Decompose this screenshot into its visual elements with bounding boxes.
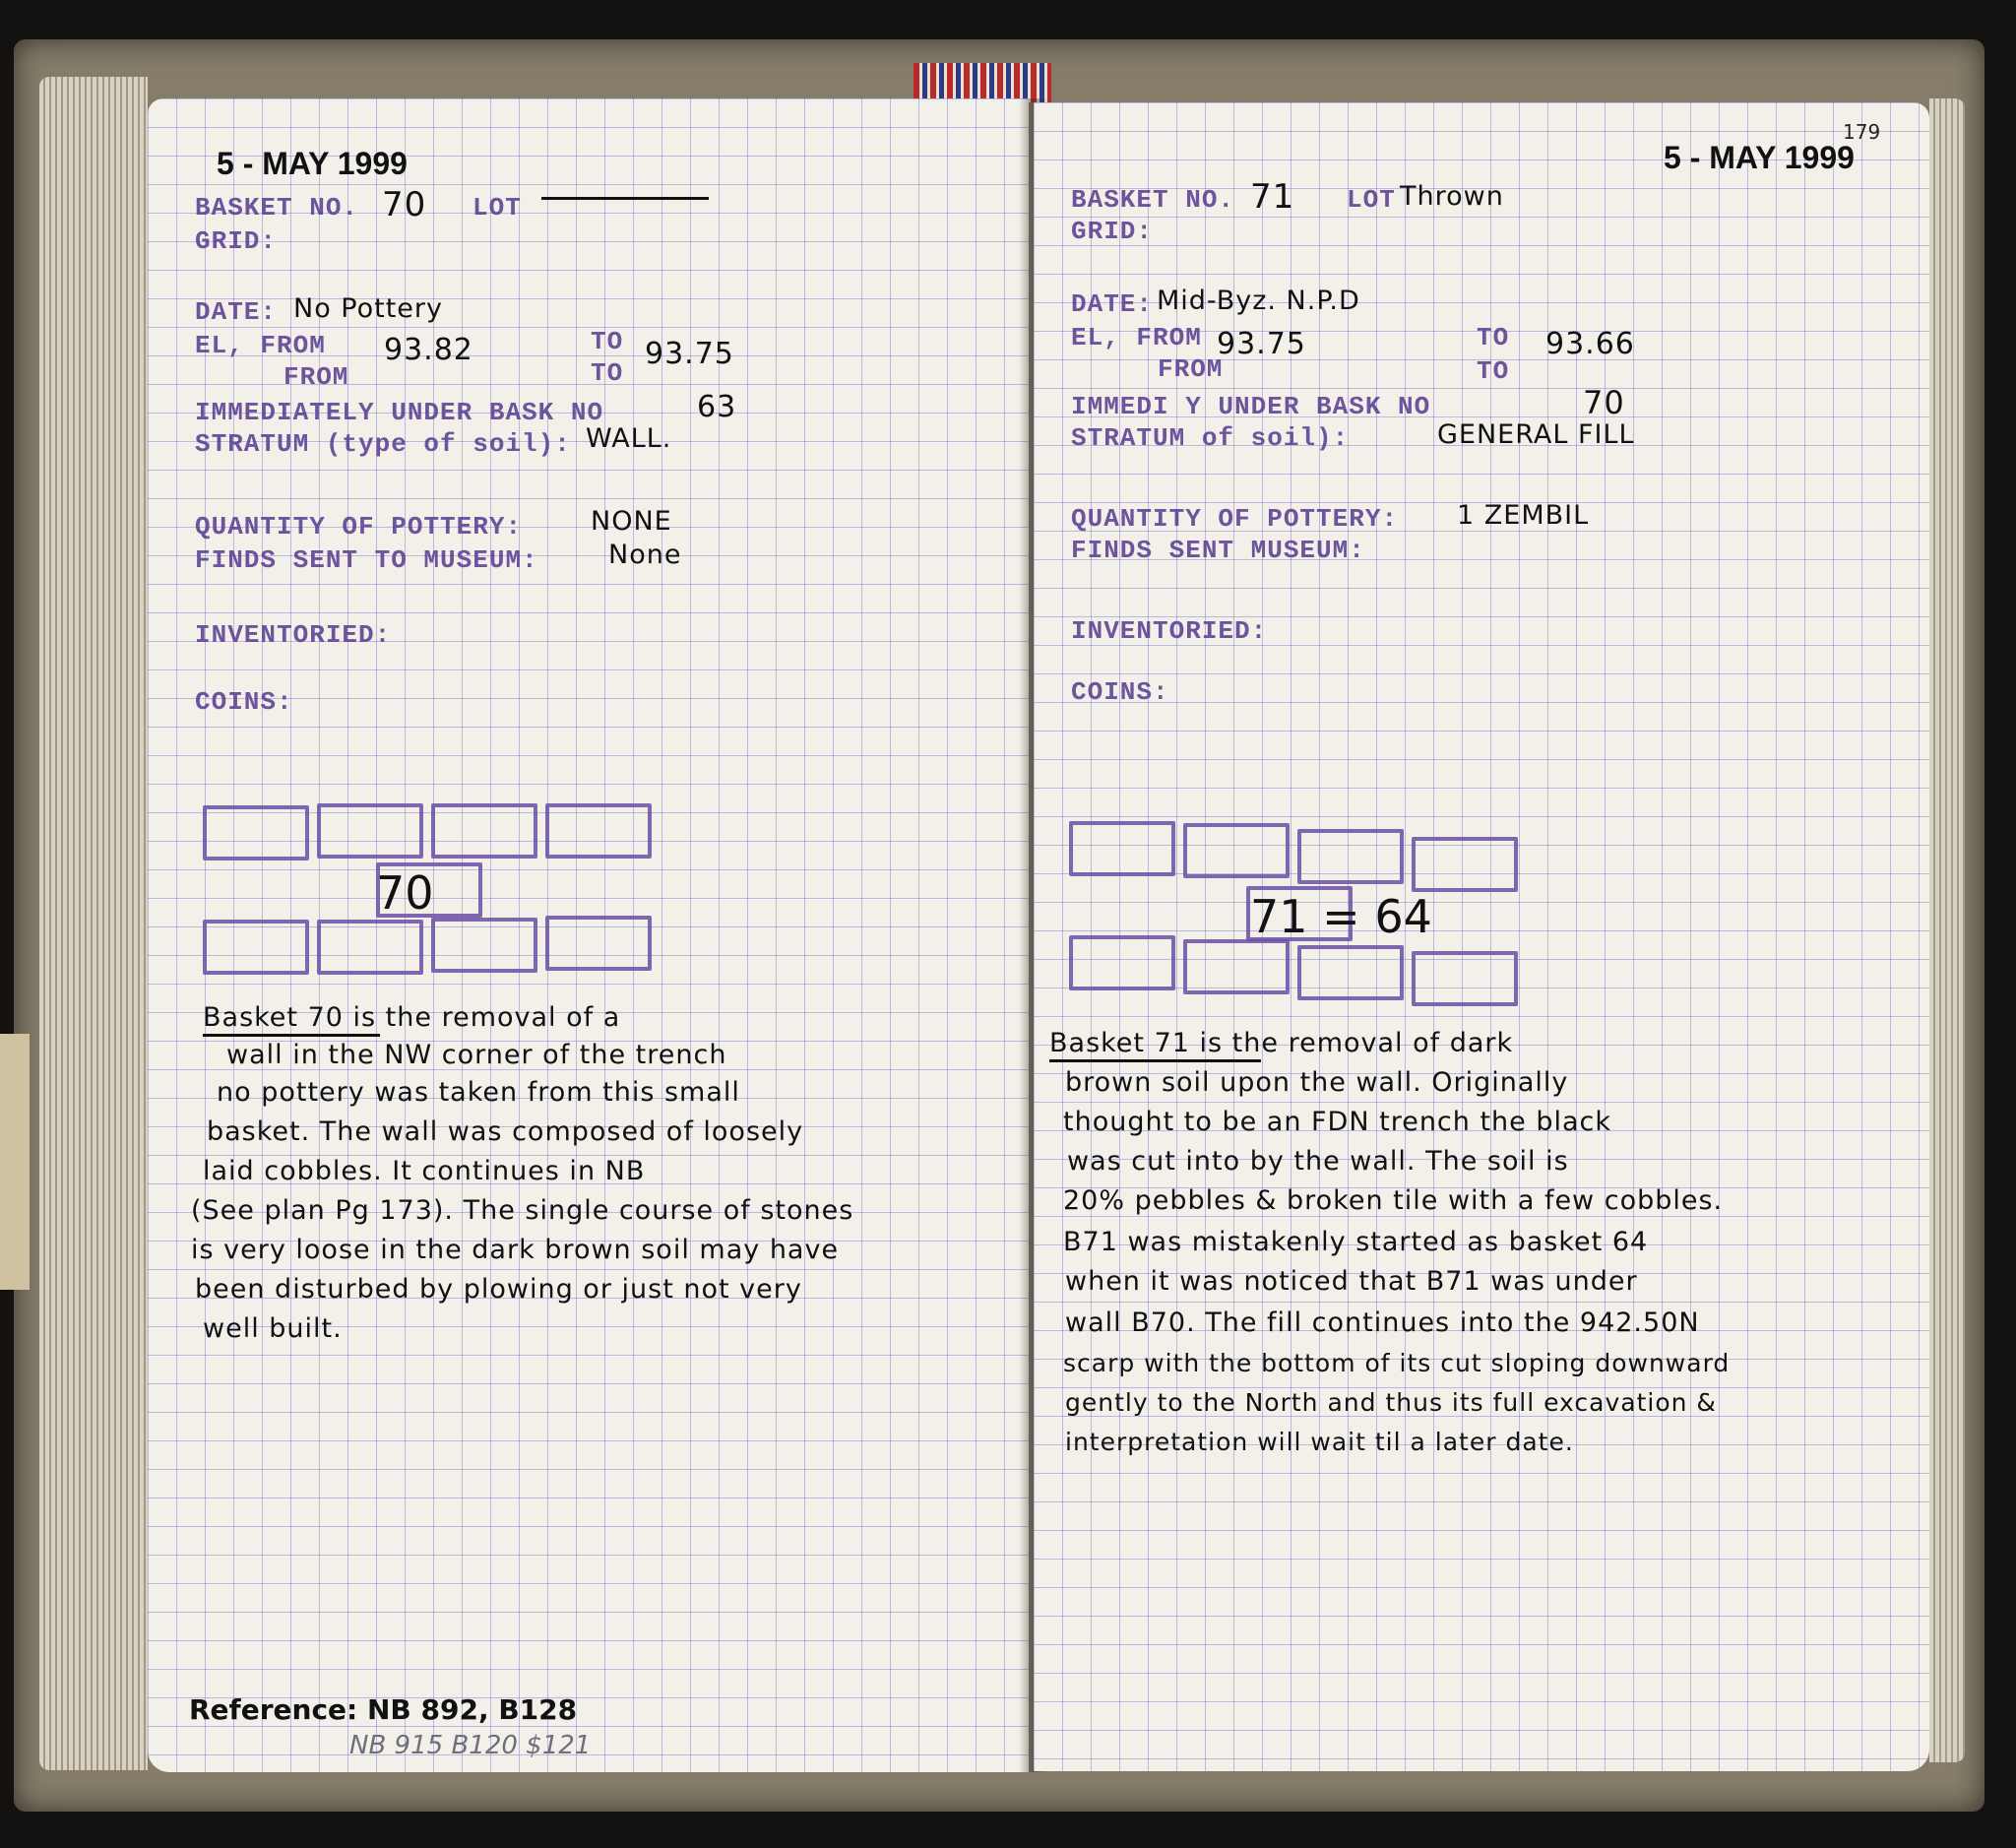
right-under-value: 70 bbox=[1583, 384, 1625, 421]
right-stratum-label: STRATUM of soil): bbox=[1071, 423, 1350, 453]
left-date-value: No Pottery bbox=[293, 293, 444, 324]
left-stamp-box bbox=[317, 803, 423, 859]
right-quantity-value: 1 ZEMBIL bbox=[1457, 500, 1590, 531]
right-stamp-box bbox=[1069, 821, 1175, 876]
left-under-value: 63 bbox=[697, 390, 737, 424]
right-finds-label: FINDS SENT MUSEUM: bbox=[1071, 536, 1365, 565]
page-edges-right bbox=[1929, 98, 1965, 1762]
left-quantity-value: NONE bbox=[591, 506, 672, 537]
left-date-label: DATE: bbox=[195, 297, 278, 327]
left-note-line: wall in the NW corner of the trench bbox=[226, 1040, 727, 1070]
left-note-line: basket. The wall was composed of loosely bbox=[207, 1116, 804, 1147]
left-note-line: is very loose in the dark brown soil may have bbox=[191, 1235, 840, 1265]
right-date-value: Mid-Byz. N.P.D bbox=[1157, 286, 1360, 316]
right-el-from-value: 93.75 bbox=[1217, 327, 1306, 361]
right-note-line: when it was noticed that B71 was under bbox=[1065, 1266, 1638, 1297]
right-stamp-box bbox=[1297, 829, 1404, 884]
right-stamp-box bbox=[1412, 951, 1518, 1006]
left-note-line: laid cobbles. It continues in NB bbox=[203, 1156, 646, 1186]
left-stamp-box bbox=[203, 805, 309, 860]
left-date: 5 - MAY 1999 bbox=[217, 146, 408, 181]
left-stamp-box bbox=[203, 920, 309, 975]
right-el-to-value: 93.66 bbox=[1545, 327, 1635, 361]
right-stamp-box bbox=[1297, 945, 1404, 1000]
right-page bbox=[1034, 102, 1929, 1771]
left-box-code: 70 bbox=[376, 866, 434, 920]
left-to-label-1: TO bbox=[591, 327, 624, 356]
right-to-label-2: TO bbox=[1477, 356, 1510, 386]
right-lot-label: LOT bbox=[1347, 185, 1396, 215]
right-note-line: scarp with the bottom of its cut sloping downward bbox=[1063, 1349, 1731, 1377]
right-date: 5 - MAY 1999 bbox=[1664, 140, 1855, 175]
left-reference: Reference: NB 892, B128 bbox=[189, 1693, 578, 1726]
left-basket-value: 70 bbox=[382, 185, 427, 224]
right-stamp-box bbox=[1412, 837, 1518, 892]
left-stamp-box bbox=[545, 803, 652, 859]
right-immediately-label: IMMEDI Y UNDER BASK NO bbox=[1071, 392, 1431, 421]
right-basket-label: BASKET NO. bbox=[1071, 185, 1235, 215]
right-date-label: DATE: bbox=[1071, 289, 1154, 319]
left-from-label: FROM bbox=[284, 362, 349, 392]
left-stamp-box bbox=[545, 916, 652, 971]
left-stamp-box bbox=[431, 918, 537, 973]
left-quantity-label: QUANTITY OF POTTERY: bbox=[195, 512, 523, 542]
right-stratum-value: GENERAL FILL bbox=[1437, 419, 1635, 450]
left-el-to-value: 93.75 bbox=[645, 337, 734, 371]
right-stamp-box bbox=[1183, 939, 1290, 994]
left-basket-label: BASKET NO. bbox=[195, 193, 359, 223]
left-stratum-label: STRATUM (type of soil): bbox=[195, 429, 571, 459]
right-note-line: interpretation will wait til a later date. bbox=[1065, 1428, 1574, 1456]
left-coins-label: COINS: bbox=[195, 687, 293, 717]
page-edges-left bbox=[39, 77, 148, 1770]
right-el-from-label: EL, FROM bbox=[1071, 323, 1202, 352]
right-note-line: wall B70. The fill continues into the 942.50N bbox=[1065, 1307, 1700, 1338]
left-stamp-box bbox=[431, 803, 537, 859]
right-lot-value: Thrown bbox=[1400, 181, 1504, 212]
right-stamp-box bbox=[1069, 935, 1175, 990]
right-page-number: 179 bbox=[1843, 120, 1881, 144]
right-note-line: brown soil upon the wall. Originally bbox=[1065, 1067, 1569, 1098]
right-note-line: gently to the North and thus its full excavation & bbox=[1065, 1388, 1717, 1417]
right-box-code: 71 = 64 bbox=[1250, 890, 1432, 943]
left-note-line: well built. bbox=[203, 1313, 343, 1344]
right-quantity-label: QUANTITY OF POTTERY: bbox=[1071, 504, 1399, 534]
right-note-line: Basket 71 is the removal of dark bbox=[1049, 1028, 1514, 1058]
left-el-from-value: 93.82 bbox=[384, 333, 473, 367]
left-note-line: been disturbed by plowing or just not very bbox=[195, 1274, 802, 1305]
right-note-line: 20% pebbles & broken tile with a few cobbles. bbox=[1063, 1185, 1724, 1216]
left-note-line: no pottery was taken from this small bbox=[217, 1077, 740, 1108]
left-stratum-value: WALL. bbox=[586, 423, 672, 454]
right-note-underline bbox=[1049, 1059, 1261, 1062]
left-grid-label: GRID: bbox=[195, 226, 278, 256]
right-grid-label: GRID: bbox=[1071, 217, 1154, 246]
left-note-line: (See plan Pg 173). The single course of stones bbox=[191, 1195, 854, 1226]
left-page bbox=[148, 98, 1029, 1772]
left-to-label-2: TO bbox=[591, 358, 624, 388]
left-note-underline bbox=[203, 1034, 380, 1037]
left-stamp-box bbox=[317, 920, 423, 975]
left-inventoried-label: INVENTORIED: bbox=[195, 620, 392, 650]
right-inventoried-label: INVENTORIED: bbox=[1071, 616, 1268, 646]
left-finds-value: None bbox=[608, 540, 682, 570]
right-note-line: B71 was mistakenly started as basket 64 bbox=[1063, 1227, 1649, 1257]
right-note-line: was cut into by the wall. The soil is bbox=[1067, 1146, 1569, 1177]
left-finds-label: FINDS SENT TO MUSEUM: bbox=[195, 545, 538, 575]
right-to-label-1: TO bbox=[1477, 323, 1510, 352]
left-el-from-label: EL, FROM bbox=[195, 331, 326, 360]
right-coins-label: COINS: bbox=[1071, 677, 1169, 707]
right-from-label: FROM bbox=[1158, 354, 1224, 384]
right-basket-value: 71 bbox=[1250, 177, 1295, 217]
left-reference-pencil: NB 915 B120 $121 bbox=[349, 1731, 592, 1760]
right-stamp-box bbox=[1183, 823, 1290, 878]
left-lot-label: LOT bbox=[472, 193, 522, 223]
bookmark-ribbon bbox=[914, 63, 1051, 102]
left-immediately-label: IMMEDIATELY UNDER BASK NO bbox=[195, 398, 604, 427]
left-note-line: Basket 70 is the removal of a bbox=[203, 1002, 621, 1033]
right-note-line: thought to be an FDN trench the black bbox=[1063, 1107, 1612, 1137]
left-lot-line bbox=[541, 197, 709, 200]
cloth-tab bbox=[0, 1034, 30, 1290]
